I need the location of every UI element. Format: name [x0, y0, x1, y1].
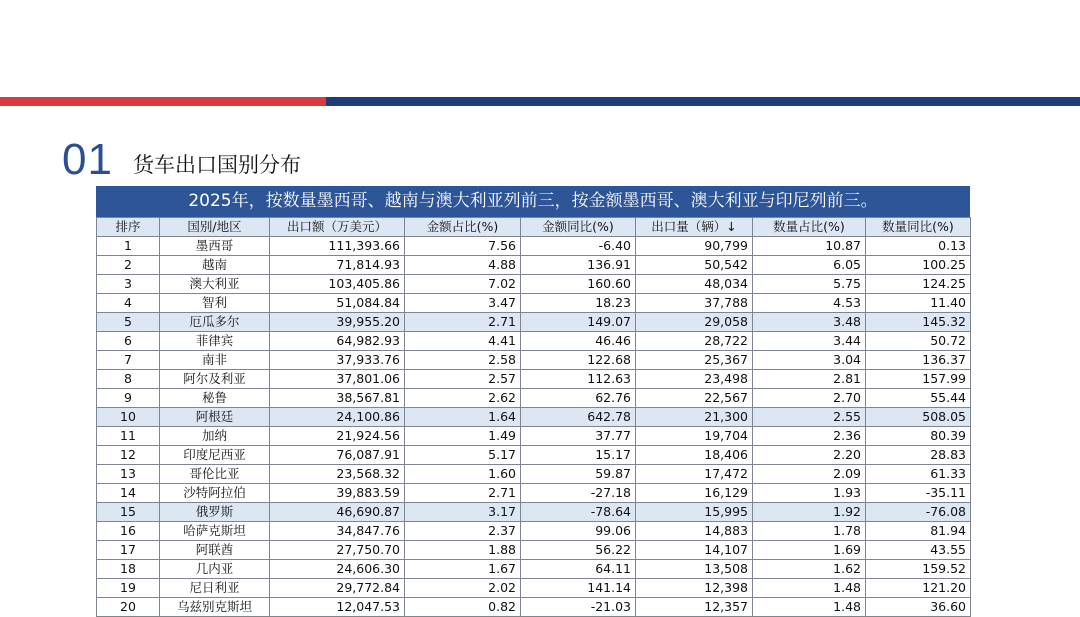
- volume-yoy-cell: 121.20: [866, 579, 971, 598]
- table-row: [97, 256, 971, 275]
- volume-share-cell: 2.20: [753, 446, 866, 465]
- country-cell: 哥伦比亚: [160, 465, 270, 484]
- header-stripe-blue: [326, 97, 1080, 106]
- volume-yoy-cell: 508.05: [866, 408, 971, 427]
- volume-share-cell: 1.48: [753, 579, 866, 598]
- value-share-cell: 3.47: [405, 294, 521, 313]
- export-value-cell: 76,087.91: [270, 446, 405, 465]
- rank-cell: 12: [97, 446, 160, 465]
- volume-share-cell: 10.87: [753, 237, 866, 256]
- value-share-cell: 1.49: [405, 427, 521, 446]
- country-cell: 智利: [160, 294, 270, 313]
- value-yoy-cell: 112.63: [521, 370, 636, 389]
- value-yoy-cell: -27.18: [521, 484, 636, 503]
- header-value-share: 金额占比(%): [405, 218, 521, 237]
- rank-cell: 20: [97, 598, 160, 617]
- export-volume-cell: 12,357: [636, 598, 753, 617]
- table-row: [97, 522, 971, 541]
- volume-share-cell: 1.92: [753, 503, 866, 522]
- export-volume-cell: 15,995: [636, 503, 753, 522]
- header-stripe-red: [0, 97, 326, 106]
- table-row: [97, 408, 971, 427]
- volume-share-cell: 1.62: [753, 560, 866, 579]
- export-value-cell: 37,801.06: [270, 370, 405, 389]
- export-value-cell: 39,883.59: [270, 484, 405, 503]
- rank-cell: 15: [97, 503, 160, 522]
- country-cell: 阿根廷: [160, 408, 270, 427]
- volume-share-cell: 2.70: [753, 389, 866, 408]
- header-export-volume: 出口量（辆）↓: [636, 218, 753, 237]
- country-cell: 越南: [160, 256, 270, 275]
- volume-yoy-cell: 157.99: [866, 370, 971, 389]
- value-share-cell: 3.17: [405, 503, 521, 522]
- export-value-cell: 37,933.76: [270, 351, 405, 370]
- value-yoy-cell: 64.11: [521, 560, 636, 579]
- export-volume-cell: 14,883: [636, 522, 753, 541]
- table-banner: 2025年，按数量墨西哥、越南与澳大利亚列前三，按金额墨西哥、澳大利亚与印尼列前三。: [96, 186, 970, 217]
- country-cell: 阿联酋: [160, 541, 270, 560]
- volume-yoy-cell: 11.40: [866, 294, 971, 313]
- value-share-cell: 2.58: [405, 351, 521, 370]
- table-row: [97, 446, 971, 465]
- table-row: [97, 389, 971, 408]
- export-volume-cell: 16,129: [636, 484, 753, 503]
- section-number: 01: [62, 135, 113, 184]
- rank-cell: 8: [97, 370, 160, 389]
- export-value-cell: 24,606.30: [270, 560, 405, 579]
- table-row: [97, 484, 971, 503]
- header-value-yoy: 金额同比(%): [521, 218, 636, 237]
- volume-yoy-cell: 28.83: [866, 446, 971, 465]
- export-value-cell: 27,750.70: [270, 541, 405, 560]
- value-share-cell: 4.41: [405, 332, 521, 351]
- value-share-cell: 4.88: [405, 256, 521, 275]
- value-yoy-cell: 642.78: [521, 408, 636, 427]
- volume-yoy-cell: -35.11: [866, 484, 971, 503]
- value-share-cell: 2.37: [405, 522, 521, 541]
- country-cell: 南非: [160, 351, 270, 370]
- export-value-cell: 103,405.86: [270, 275, 405, 294]
- export-value-cell: 46,690.87: [270, 503, 405, 522]
- value-share-cell: 2.71: [405, 484, 521, 503]
- value-yoy-cell: 141.14: [521, 579, 636, 598]
- rank-cell: 7: [97, 351, 160, 370]
- volume-share-cell: 4.53: [753, 294, 866, 313]
- rank-cell: 5: [97, 313, 160, 332]
- country-cell: 加纳: [160, 427, 270, 446]
- value-yoy-cell: 46.46: [521, 332, 636, 351]
- volume-yoy-cell: 43.55: [866, 541, 971, 560]
- table-row: [97, 351, 971, 370]
- export-volume-cell: 17,472: [636, 465, 753, 484]
- header-volume-share: 数量占比(%): [753, 218, 866, 237]
- export-value-cell: 12,047.53: [270, 598, 405, 617]
- rank-cell: 3: [97, 275, 160, 294]
- value-share-cell: 2.62: [405, 389, 521, 408]
- page-title: 货车出口国别分布: [132, 153, 301, 177]
- export-volume-cell: 29,058: [636, 313, 753, 332]
- volume-yoy-cell: 159.52: [866, 560, 971, 579]
- country-cell: 阿尔及利亚: [160, 370, 270, 389]
- volume-share-cell: 1.78: [753, 522, 866, 541]
- country-cell: 几内亚: [160, 560, 270, 579]
- country-cell: 厄瓜多尔: [160, 313, 270, 332]
- volume-share-cell: 1.69: [753, 541, 866, 560]
- export-volume-cell: 19,704: [636, 427, 753, 446]
- country-cell: 墨西哥: [160, 237, 270, 256]
- volume-yoy-cell: 36.60: [866, 598, 971, 617]
- volume-yoy-cell: 100.25: [866, 256, 971, 275]
- export-volume-cell: 12,398: [636, 579, 753, 598]
- country-cell: 沙特阿拉伯: [160, 484, 270, 503]
- export-volume-cell: 50,542: [636, 256, 753, 275]
- volume-yoy-cell: 145.32: [866, 313, 971, 332]
- export-volume-cell: 14,107: [636, 541, 753, 560]
- value-share-cell: 7.02: [405, 275, 521, 294]
- export-volume-cell: 22,567: [636, 389, 753, 408]
- export-volume-cell: 13,508: [636, 560, 753, 579]
- value-yoy-cell: 136.91: [521, 256, 636, 275]
- export-volume-cell: 48,034: [636, 275, 753, 294]
- value-yoy-cell: 18.23: [521, 294, 636, 313]
- value-yoy-cell: 37.77: [521, 427, 636, 446]
- volume-yoy-cell: 81.94: [866, 522, 971, 541]
- export-volume-cell: 21,300: [636, 408, 753, 427]
- export-volume-cell: 18,406: [636, 446, 753, 465]
- table-row: [97, 294, 971, 313]
- value-yoy-cell: 59.87: [521, 465, 636, 484]
- country-cell: 印度尼西亚: [160, 446, 270, 465]
- rank-cell: 14: [97, 484, 160, 503]
- export-value-cell: 39,955.20: [270, 313, 405, 332]
- table-row: [97, 579, 971, 598]
- volume-share-cell: 2.36: [753, 427, 866, 446]
- table-row: [97, 313, 971, 332]
- volume-yoy-cell: 55.44: [866, 389, 971, 408]
- export-value-cell: 29,772.84: [270, 579, 405, 598]
- value-share-cell: 2.02: [405, 579, 521, 598]
- section-title: [62, 132, 301, 182]
- export-value-cell: 71,814.93: [270, 256, 405, 275]
- volume-share-cell: 5.75: [753, 275, 866, 294]
- header-rank: 排序: [97, 218, 160, 237]
- volume-yoy-cell: -76.08: [866, 503, 971, 522]
- value-yoy-cell: 56.22: [521, 541, 636, 560]
- value-yoy-cell: -21.03: [521, 598, 636, 617]
- volume-yoy-cell: 136.37: [866, 351, 971, 370]
- volume-share-cell: 3.04: [753, 351, 866, 370]
- volume-share-cell: 1.48: [753, 598, 866, 617]
- country-cell: 俄罗斯: [160, 503, 270, 522]
- export-value-cell: 38,567.81: [270, 389, 405, 408]
- volume-share-cell: 2.09: [753, 465, 866, 484]
- export-volume-cell: 25,367: [636, 351, 753, 370]
- value-share-cell: 1.67: [405, 560, 521, 579]
- volume-yoy-cell: 0.13: [866, 237, 971, 256]
- value-share-cell: 1.60: [405, 465, 521, 484]
- country-cell: 哈萨克斯坦: [160, 522, 270, 541]
- value-yoy-cell: 99.06: [521, 522, 636, 541]
- table-row: [97, 503, 971, 522]
- rank-cell: 16: [97, 522, 160, 541]
- volume-yoy-cell: 124.25: [866, 275, 971, 294]
- export-value-cell: 21,924.56: [270, 427, 405, 446]
- volume-share-cell: 1.93: [753, 484, 866, 503]
- value-yoy-cell: -78.64: [521, 503, 636, 522]
- table-header-row: [97, 218, 971, 237]
- rank-cell: 9: [97, 389, 160, 408]
- value-share-cell: 2.57: [405, 370, 521, 389]
- table-row: [97, 598, 971, 617]
- value-yoy-cell: 160.60: [521, 275, 636, 294]
- rank-cell: 1: [97, 237, 160, 256]
- header-export-value: 出口额（万美元）: [270, 218, 405, 237]
- value-yoy-cell: -6.40: [521, 237, 636, 256]
- value-yoy-cell: 122.68: [521, 351, 636, 370]
- export-value-cell: 24,100.86: [270, 408, 405, 427]
- export-value-cell: 64,982.93: [270, 332, 405, 351]
- rank-cell: 2: [97, 256, 160, 275]
- rank-cell: 19: [97, 579, 160, 598]
- rank-cell: 4: [97, 294, 160, 313]
- rank-cell: 11: [97, 427, 160, 446]
- export-value-cell: 111,393.66: [270, 237, 405, 256]
- value-share-cell: 2.71: [405, 313, 521, 332]
- rank-cell: 13: [97, 465, 160, 484]
- value-share-cell: 1.88: [405, 541, 521, 560]
- rank-cell: 17: [97, 541, 160, 560]
- rank-cell: 10: [97, 408, 160, 427]
- rank-cell: 6: [97, 332, 160, 351]
- country-cell: 尼日利亚: [160, 579, 270, 598]
- volume-share-cell: 3.48: [753, 313, 866, 332]
- export-value-cell: 51,084.84: [270, 294, 405, 313]
- export-table: [96, 217, 971, 617]
- export-value-cell: 23,568.32: [270, 465, 405, 484]
- table-row: [97, 427, 971, 446]
- volume-share-cell: 2.81: [753, 370, 866, 389]
- value-yoy-cell: 15.17: [521, 446, 636, 465]
- table-row: [97, 465, 971, 484]
- volume-share-cell: 2.55: [753, 408, 866, 427]
- table-row: [97, 541, 971, 560]
- value-share-cell: 7.56: [405, 237, 521, 256]
- table-row: [97, 237, 971, 256]
- volume-yoy-cell: 61.33: [866, 465, 971, 484]
- value-yoy-cell: 62.76: [521, 389, 636, 408]
- country-cell: 菲律宾: [160, 332, 270, 351]
- export-volume-cell: 28,722: [636, 332, 753, 351]
- value-yoy-cell: 149.07: [521, 313, 636, 332]
- rank-cell: 18: [97, 560, 160, 579]
- country-cell: 乌兹别克斯坦: [160, 598, 270, 617]
- table-row: [97, 560, 971, 579]
- value-share-cell: 5.17: [405, 446, 521, 465]
- export-volume-cell: 23,498: [636, 370, 753, 389]
- export-value-cell: 34,847.76: [270, 522, 405, 541]
- volume-yoy-cell: 50.72: [866, 332, 971, 351]
- header-country: 国别/地区: [160, 218, 270, 237]
- value-share-cell: 0.82: [405, 598, 521, 617]
- volume-yoy-cell: 80.39: [866, 427, 971, 446]
- table-row: [97, 275, 971, 294]
- export-table-container: [96, 186, 970, 617]
- table-body: [97, 237, 971, 617]
- value-share-cell: 1.64: [405, 408, 521, 427]
- table-row: [97, 332, 971, 351]
- export-volume-cell: 90,799: [636, 237, 753, 256]
- country-cell: 秘鲁: [160, 389, 270, 408]
- volume-share-cell: 3.44: [753, 332, 866, 351]
- header-volume-yoy: 数量同比(%): [866, 218, 971, 237]
- table-row: [97, 370, 971, 389]
- export-volume-cell: 37,788: [636, 294, 753, 313]
- volume-share-cell: 6.05: [753, 256, 866, 275]
- country-cell: 澳大利亚: [160, 275, 270, 294]
